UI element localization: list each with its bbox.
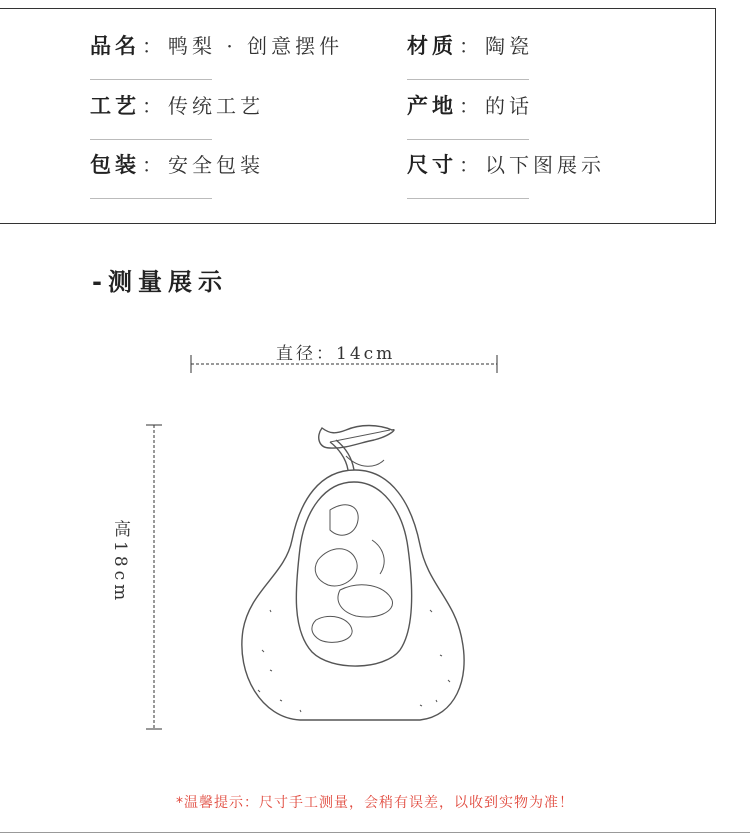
section-title: -测量展示 — [92, 268, 228, 296]
spec-label: 产地 — [407, 94, 457, 118]
spec-colon: ： — [459, 34, 479, 58]
pear-ornament-image — [242, 426, 464, 721]
spec-colon: ： — [142, 94, 162, 118]
diameter-dimension-line — [191, 355, 497, 373]
spec-label: 品名 — [90, 34, 140, 58]
spec-value: 鸭梨 · 创意摆件 — [168, 34, 344, 58]
spec-value: 陶瓷 — [485, 34, 533, 58]
spec-label: 材质 — [407, 34, 457, 58]
spec-value: 传统工艺 — [168, 94, 264, 118]
spec-colon: ： — [142, 153, 162, 177]
spec-value: 的话 — [485, 94, 533, 118]
spec-colon: ： — [142, 34, 162, 58]
measurement-note: *温馨提示：尺寸手工测量，会稍有误差，以收到实物为准！ — [176, 795, 574, 811]
spec-colon: ： — [459, 94, 479, 118]
spec-label: 包装 — [90, 153, 140, 177]
bottom-divider — [0, 832, 750, 833]
diameter-label: 直径：14cm — [276, 344, 396, 364]
spec-value: 安全包装 — [168, 153, 264, 177]
spec-colon: ： — [459, 153, 479, 177]
spec-value: 以下图展示 — [485, 153, 605, 177]
spec-label: 尺寸 — [407, 153, 457, 177]
height-label-text: 高18cm — [110, 520, 130, 605]
spec-label: 工艺 — [90, 94, 140, 118]
height-dimension-line — [146, 425, 162, 729]
